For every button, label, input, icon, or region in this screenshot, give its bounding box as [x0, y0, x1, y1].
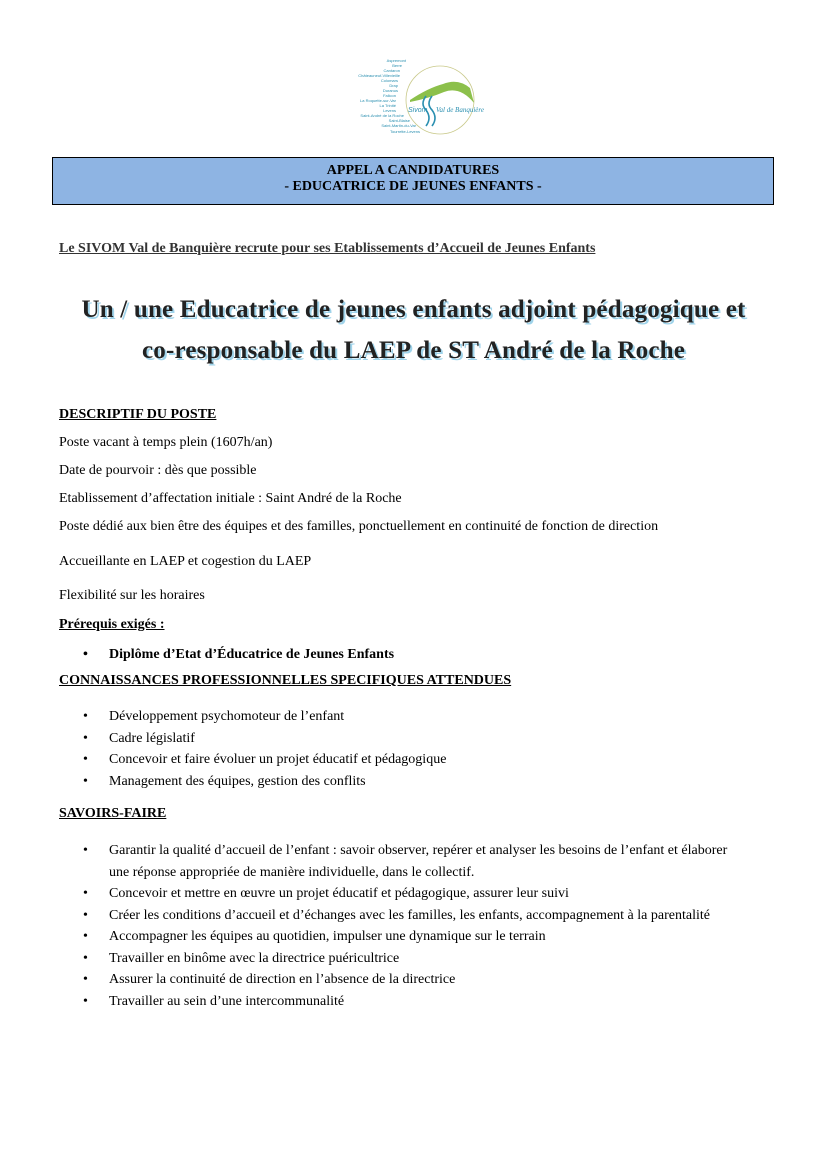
svg-text:Cantaron: Cantaron — [383, 68, 400, 73]
svg-text:Saint-André de la Roche: Saint-André de la Roche — [360, 113, 404, 118]
list-item: • Concevoir et faire évoluer un projet éducatif et pédagogique — [59, 749, 446, 771]
descriptif-heading: DESCRIPTIF DU POSTE — [59, 407, 217, 422]
list-item: • Travailler au sein d’une intercommunalité — [59, 991, 759, 1013]
savoirs-heading: SAVOIRS-FAIRE — [59, 806, 167, 821]
svg-text:Berre: Berre — [392, 63, 402, 68]
intro-text: Le SIVOM Val de Banquière recrute pour ses Etablissements d’Accueil de Jeunes Enfants — [59, 241, 596, 256]
savoirs-list — [59, 840, 759, 1012]
list-item: • Créer les conditions d’accueil et d’échanges avec les familles, les enfants, accompagnement à la parentalité — [59, 905, 759, 927]
banner-line-1: APPEL A CANDIDATURES — [326, 163, 500, 178]
svg-text:Falicon: Falicon — [383, 93, 396, 98]
sivom-logo — [348, 48, 488, 148]
svg-text:Châteauneuf-Villevieille: Châteauneuf-Villevieille — [358, 73, 400, 78]
descriptif-line: Poste vacant à temps plein (1607h/an) — [59, 435, 273, 450]
connaissances-heading: CONNAISSANCES PROFESSIONNELLES SPECIFIQUES ATTENDUES — [59, 673, 512, 688]
svg-text:Tourrette-Levens: Tourrette-Levens — [389, 129, 420, 134]
banner-line-2: - EDUCATRICE DE JEUNES ENFANTS - — [284, 179, 542, 194]
job-title-line-1: Un / une Educatrice de jeunes enfants adjoint pédagogique et — [81, 296, 746, 323]
svg-text:La Trinité: La Trinité — [379, 103, 396, 108]
job-title-line-2: co-responsable du LAEP de ST André de la Roche — [141, 337, 686, 364]
svg-text:La Roquette-sur-Var: La Roquette-sur-Var — [360, 98, 396, 103]
svg-text:Val de Banquière: Val de Banquière — [436, 106, 484, 114]
list-item: • Développement psychomoteur de l’enfant — [59, 706, 446, 728]
svg-text:Levens: Levens — [383, 108, 396, 113]
descriptif-line: Accueillante en LAEP et cogestion du LAEP — [59, 554, 312, 569]
list-item: • Accompagner les équipes au quotidien, impulser une dynamique sur le terrain — [59, 926, 759, 948]
list-item: • Assurer la continuité de direction en l’absence de la directrice — [59, 969, 759, 991]
svg-text:Saint-Martin-du-Var: Saint-Martin-du-Var — [381, 123, 416, 128]
list-item: • Cadre législatif — [59, 728, 446, 750]
svg-text:Saint-Blaise: Saint-Blaise — [388, 118, 410, 123]
svg-text:Aspremont: Aspremont — [386, 58, 406, 63]
svg-text:Drap: Drap — [389, 83, 398, 88]
job-posting-banner — [52, 157, 774, 205]
connaissances-list — [59, 706, 446, 792]
list-item: • Concevoir et mettre en œuvre un projet éducatif et pédagogique, assurer leur suivi — [59, 883, 759, 905]
svg-text:Colomars: Colomars — [380, 78, 398, 83]
list-item: • Diplôme d’Etat d’Éducatrice de Jeunes Enfants — [59, 644, 394, 666]
descriptif-line: Etablissement d’affectation initiale : Saint André de la Roche — [59, 491, 402, 506]
prerequis-list — [59, 644, 394, 666]
svg-text:Duranus: Duranus — [382, 88, 398, 93]
descriptif-line: Date de pourvoir : dès que possible — [59, 463, 257, 478]
list-item: • Management des équipes, gestion des conflits — [59, 771, 446, 793]
svg-text:Sivom: Sivom — [408, 107, 428, 114]
descriptif-line: Poste dédié aux bien être des équipes et des familles, ponctuellement en continuité de fonction de direction — [59, 519, 659, 534]
prerequis-heading: Prérequis exigés : — [59, 617, 165, 632]
list-item: • Garantir la qualité d’accueil de l’enfant : savoir observer, repérer et analyser les besoins de l’enfant et élaborer une réponse appropriée de manière individuelle, dans le collectif. — [59, 840, 759, 883]
list-item: • Travailler en binôme avec la directrice puéricultrice — [59, 948, 759, 970]
descriptif-line: Flexibilité sur les horaires — [59, 588, 205, 603]
